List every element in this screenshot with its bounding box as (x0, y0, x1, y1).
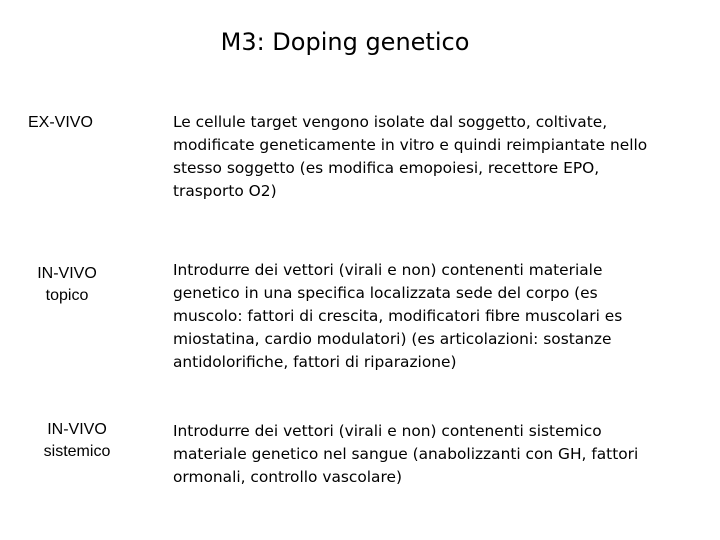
row-description-in-vivo-sistemico: Introdurre dei vettori (virali e non) contenenti sistemico materiale genetico nel sangue (anabolizzanti con GH, fattori ormonali, controllo vascolare) (173, 422, 639, 486)
row-label-in-vivo-topico: IN-VIVO topico (37, 265, 97, 304)
slide-title: M3: Doping genetico (220, 28, 470, 56)
row-label-in-vivo-sistemico: IN-VIVO sistemico (43, 421, 111, 460)
row-description-in-vivo-topico: Introdurre dei vettori (virali e non) contenenti materiale genetico in una specifica localizzata sede del corpo (es muscolo: fattori di crescita, modificatori fibre muscolari es miostatina, cardio modulatori) (es articolazioni: sostanze antidolorifiche, fattori di riparazione) (173, 261, 623, 371)
row-label-ex-vivo: EX-VIVO (28, 114, 93, 131)
row-description-ex-vivo: Le cellule target vengono isolate dal soggetto, coltivate, modificate geneticamente in vitro e quindi reimpiantate nello stesso soggetto (es modifica emopoiesi, recettore EPO, trasporto O2) (173, 113, 648, 200)
